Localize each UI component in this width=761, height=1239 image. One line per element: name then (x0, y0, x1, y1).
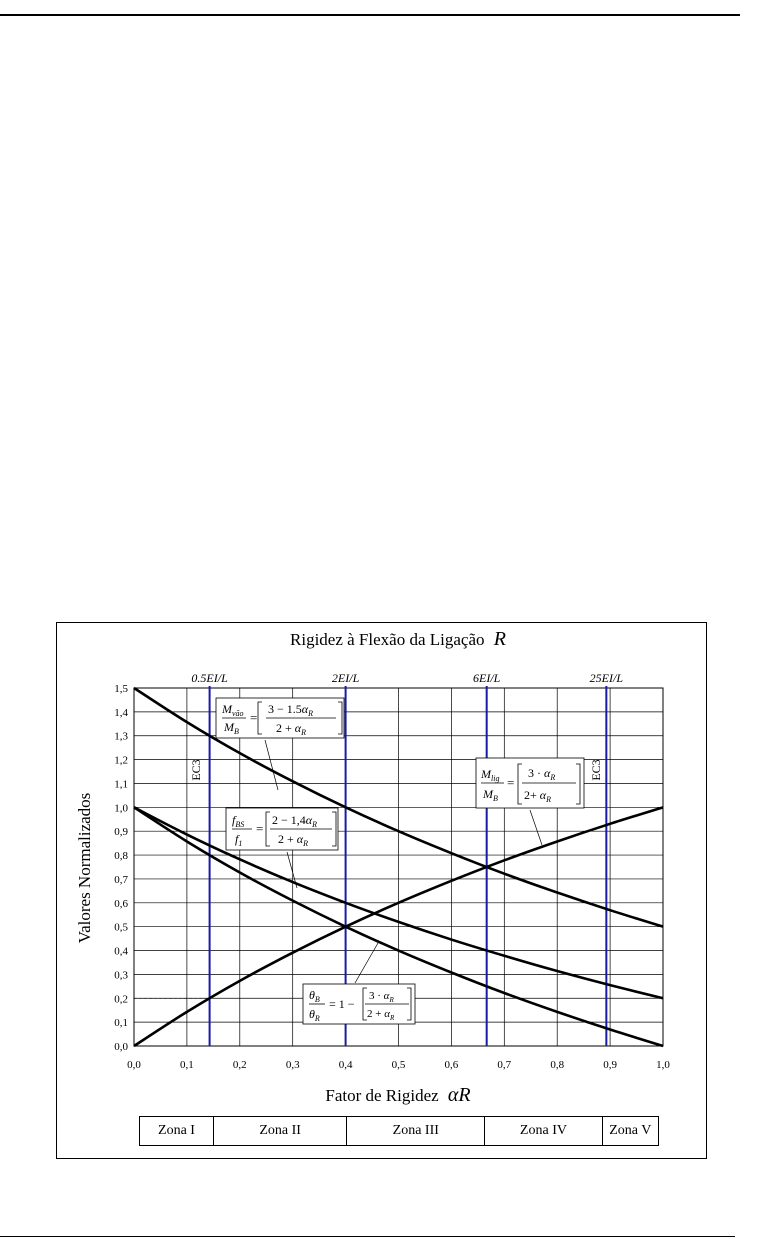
svg-text:fBS: $f_{BS}$ (232, 813, 245, 829)
x-tick-label: 0,5 (391, 1059, 406, 1071)
y-tick-label: 1,4 (114, 706, 128, 719)
x-tick-label: 1,0 (656, 1059, 670, 1071)
zone-2: Zona II (214, 1117, 347, 1145)
stiffness-marker-label: 6EI/L (473, 671, 501, 685)
y-tick-label: 0,5 (114, 921, 128, 934)
y-tick-label: 1,2 (114, 754, 128, 767)
svg-text:3 · αR: $3 \cdot \alpha_R$ (528, 766, 556, 782)
svg-text:2 + αR: $2 + \alpha_R$ (276, 721, 306, 737)
y-tick-label: 1,1 (114, 778, 128, 791)
stiffness-marker-label: 0.5EI/L (191, 671, 228, 685)
formula-mvao (216, 698, 344, 738)
y-tick-label: 0,4 (114, 945, 128, 958)
svg-text:Mlig: $M_{lig}$ (481, 767, 500, 783)
svg-text:θR: $\theta_R$ (309, 1007, 320, 1023)
y-tick-label: 0,0 (114, 1041, 128, 1053)
x-tick-label: 0,2 (232, 1059, 247, 1071)
svg-text:3 − 1.5αR: $3 - 1.5\alpha_R$ (268, 702, 313, 718)
zone-4: Zona IV (485, 1117, 602, 1145)
x-tick-label: 0,7 (497, 1059, 512, 1071)
formula-fbs (226, 808, 338, 850)
svg-text:2 + αR: $2 + \alpha_R$ (367, 1008, 395, 1022)
svg-text:f1: $f_1$ (235, 832, 243, 848)
y-axis-label: Valores Normalizados (75, 792, 94, 944)
x-tick-label: 0,1 (180, 1059, 194, 1071)
svg-text:=: = (250, 710, 258, 725)
bottom-rule (0, 1236, 735, 1237)
y-tick-label: 0,2 (114, 993, 128, 1006)
ec3-label-right: EC3 (589, 759, 603, 781)
y-tick-label: 0,7 (114, 873, 128, 886)
y-tick-label: 0,6 (114, 897, 128, 910)
svg-text:θB: $\theta_B$ (309, 988, 320, 1004)
y-tick-label: 0,8 (114, 850, 128, 863)
chart-title: Rigidez à Flexão da Ligação R (290, 628, 506, 650)
x-tick-label: 0,3 (285, 1059, 300, 1071)
zone-row (139, 1116, 659, 1146)
ec3-label-left: EC3 (189, 759, 203, 781)
svg-text:2 + αR: $2 + \alpha_R$ (278, 832, 308, 848)
svg-text:2+ αR: $2+ \alpha_R$ (524, 788, 551, 804)
y-tick-label: 0,1 (114, 1017, 128, 1030)
zone-3: Zona III (347, 1117, 485, 1145)
svg-text:=: = (256, 821, 264, 836)
svg-text:2 − 1,4αR: $2 - 1,4\alpha_R$ (272, 813, 317, 829)
svg-text:=: = (507, 775, 515, 790)
y-tick-label: 0,9 (114, 826, 128, 839)
y-tick-label: 0,3 (114, 969, 128, 982)
x-tick-label: 0,0 (127, 1059, 141, 1071)
y-tick-label: 1,3 (114, 730, 128, 743)
y-tick-label: 1,0 (114, 802, 128, 815)
x-axis-label: Fator de Rigidez αR (325, 1084, 471, 1106)
formula-theta-pointer (355, 943, 378, 983)
formula-mlig (476, 758, 584, 808)
y-tick-label: 1,5 (114, 683, 128, 695)
x-tick-label: 0,6 (444, 1059, 459, 1071)
x-tick-label: 0,8 (550, 1059, 565, 1071)
stiffness-marker-label: 2EI/L (331, 671, 360, 685)
svg-text:Mvão: $M_{vão}$ (222, 702, 244, 718)
svg-text:3 · αR: $3 \cdot \alpha_R$ (369, 990, 394, 1004)
stiffness-marker-label: 25EI/L (589, 671, 624, 685)
svg-text:= 1 −: = 1 − (329, 997, 355, 1011)
formula-theta (303, 984, 415, 1024)
svg-text:MB: $M_B$ (483, 787, 498, 803)
zone-5: Zona V (609, 1123, 652, 1138)
x-tick-label: 0,9 (603, 1059, 617, 1071)
svg-text:MB: $M_B$ (224, 720, 239, 736)
zone-1: Zona I (140, 1117, 214, 1145)
x-tick-label: 0,4 (338, 1059, 353, 1071)
formula-mlig-pointer (530, 810, 542, 845)
formula-mvao-pointer (265, 740, 278, 790)
